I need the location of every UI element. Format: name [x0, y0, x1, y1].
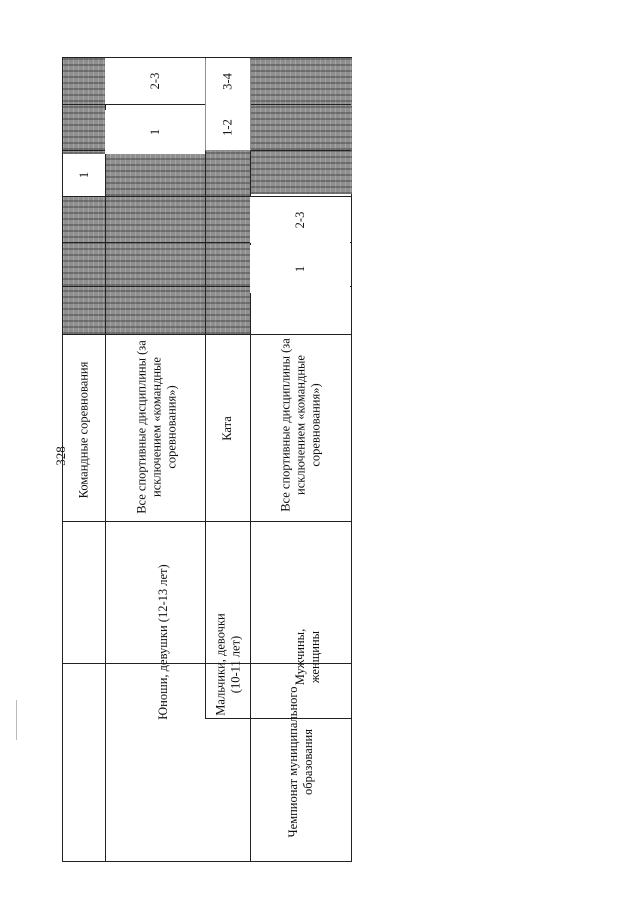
- value-team-col4: 1: [63, 154, 105, 196]
- value-juniors-col5: 1: [105, 110, 205, 154]
- shaded-cell: [250, 150, 352, 194]
- page-number: 328: [53, 446, 68, 466]
- value-adults-col2: 2-3: [250, 197, 350, 243]
- discipline-kata: Ката: [220, 416, 234, 441]
- discipline-team: Командные соревнования: [76, 361, 90, 499]
- value-kata-col6: 3-4: [206, 59, 251, 105]
- competition-name: Чемпионат муниципального образования: [286, 686, 315, 838]
- shaded-cell: [63, 286, 105, 334]
- group-adults: Мужчины, женщины: [293, 628, 322, 686]
- value-kata-col5: 1-2: [206, 105, 251, 151]
- results-table: [62, 57, 352, 862]
- discipline-all-except-team-adults: Все спортивные дисциплины (за исключением «командные соревнования»): [278, 338, 322, 512]
- discipline-all-except-team-juniors: Все спортивные дисциплины (за исключением «командные соревнования»): [134, 340, 178, 514]
- group-juniors: Юноши, девушки (12-13 лет): [155, 564, 170, 720]
- value-adults-col1: 1: [250, 245, 350, 293]
- value-juniors-col6: 2-3: [105, 58, 205, 104]
- scan-edge: [16, 700, 17, 740]
- group-kids: Мальчики, девочки (10-11 лет): [213, 613, 242, 716]
